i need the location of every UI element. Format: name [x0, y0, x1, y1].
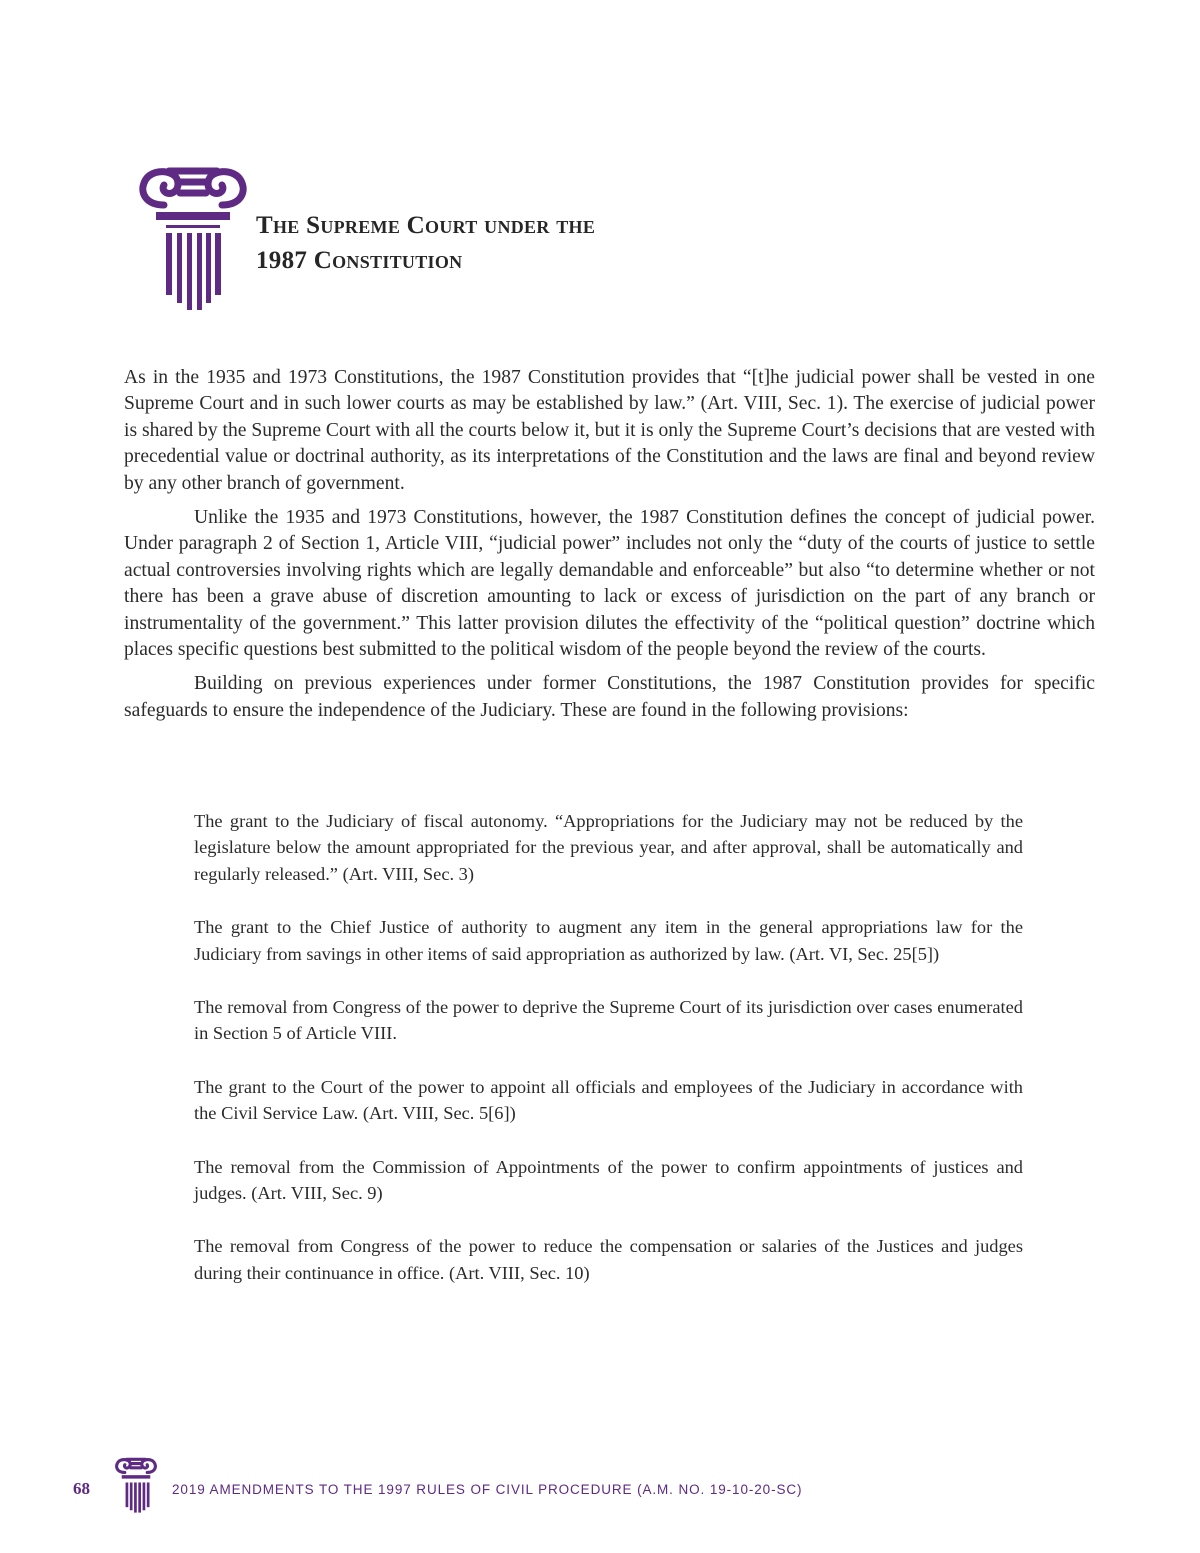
provisions-list [194, 808, 1023, 1313]
page-number: 68 [73, 1479, 90, 1498]
section-heading [256, 208, 595, 278]
page-footer [0, 1455, 1200, 1515]
paragraph: As in the 1935 and 1973 Constitutions, the 1987 Constitution provides that “[t]he judicial power shall be vested in one Supreme Court and in such lower courts as may be established by law.” (Art. VIII, Sec. 1). The exercise of judicial power is shared by the Supreme Court with all the courts below it, but it is only the Supreme Court’s decisions that are vested with precedential value or doctrinal authority, as its interpretations of the Constitution and the laws are final and beyond review by any other branch of government. [124, 367, 1095, 494]
paragraph: Unlike the 1935 and 1973 Constitutions, however, the 1987 Constitution defines the concept of judicial power. Under paragraph 2 of Section 1, Article VIII, “judicial power” includes not only the “duty of the courts of justice to settle actual controversies involving rights which are legally demandable and enforceable” but also “to determine whether or not there has been a grave abuse of discretion amounting to lack or excess of jurisdiction on the part of any branch or instrumentality of the government.” This latter provision dilutes the effectivity of the “political question” doctrine which places specific questions best submitted to the political wisdom of the people beyond the review of the courts. [124, 507, 1095, 661]
provision-item: The removal from Congress of the power to deprive the Supreme Court of its jurisdiction over cases enumerated in Section 5 of Article VIII. [194, 997, 1023, 1044]
body-text [124, 365, 1095, 732]
provision-item: The grant to the Chief Justice of authority to augment any item in the general appropriations law for the Judiciary from savings in other items of said appropriation as authorized by law. (Art. VI, Sec. 25[5]) [194, 917, 1023, 964]
pillar-icon [136, 165, 250, 310]
heading-line-1: The Supreme Court under the [256, 212, 596, 239]
provision-item: The grant to the Judiciary of fiscal autonomy. “Appropriations for the Judiciary may not be reduced by the legislature below the amount appropriated for the previous year, and after approval, shall be automatically and regularly released.” (Art. VIII, Sec. 3) [194, 811, 1023, 884]
paragraph: Building on previous experiences under former Constitutions, the 1987 Constitution provides for specific safeguards to ensure the independence of the Judiciary. These are found in the following provisions: [124, 673, 1095, 721]
provision-item: The removal from Congress of the power to reduce the compensation or salaries of the Justices and judges during their continuance in office. (Art. VIII, Sec. 10) [194, 1236, 1023, 1283]
heading-line-2: 1987 Constitution [256, 247, 463, 274]
pillar-icon [114, 1457, 158, 1513]
provision-item: The grant to the Court of the power to appoint all officials and employees of the Judiciary in accordance with the Civil Service Law. (Art. VIII, Sec. 5[6]) [194, 1076, 1023, 1124]
provision-item: The removal from the Commission of Appointments of the power to confirm appointments of justices and judges. (Art. VIII, Sec. 9) [194, 1156, 1023, 1204]
running-footer-title: 2019 AMENDMENTS TO THE 1997 RULES OF CIVIL PROCEDURE (A.M. NO. 19-10-20-SC) [172, 1482, 803, 1497]
